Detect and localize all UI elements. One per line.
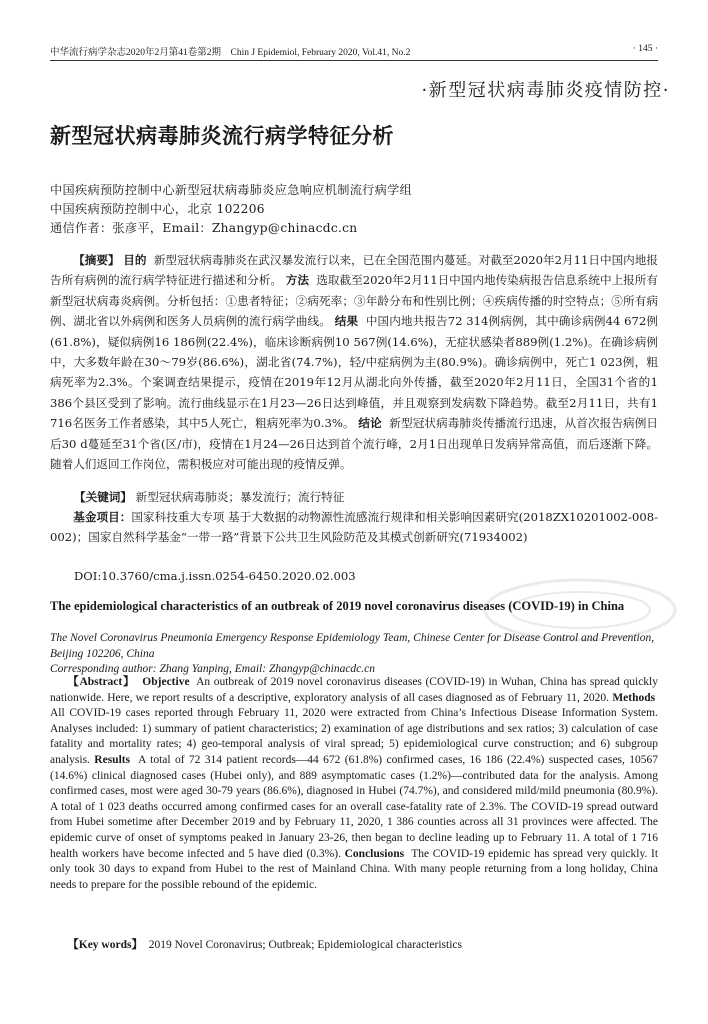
english-conclusions-text: The COVID-19 epidemic has spread very quickly. It only took 30 days to expand from Hubei to the rest of Mainland China. With many people returning from a long holiday, China needs to prepare for the possible rebound of the epidemic. [50,847,659,891]
methods-label: 方法 [285,273,309,288]
keywords-cn [74,487,658,507]
english-keywords [50,938,658,953]
conclusion-text: 新型冠状病毒肺炎传播流行迅速，从首次报告病例日后30 d蔓延至31个省(区/市)，疫情在1月24—26日达到首个流行峰，2月1日出现单日发病异常高值，而后逐渐下降。随着人们返回工作岗位，需积极应对可能出现的疫情反弹。 [50,416,658,472]
objective-label: 目的 [123,253,147,267]
english-keywords-label: 【Key words】 [67,939,143,951]
results-text: 中国内地共报告72 314例病例，其中确诊病例44 672例(61.8%)，疑似病例16 186例(22.4%)，临床诊断病例10 567例(14.6%)，无症状感染者889例(1.2%)。在确诊病例中，大多数年龄在30～79岁(86.6%)，湖北省(74.7%)，轻/中症病例为主(80.9%)。确诊病例中，死亡1 023例，粗病死率为2.3%。个案调查结果提示，疫情在2019年12月从湖北向外传播，截至2020年2月11日，全国31个省的1 386个县区受到了影响。流行曲线显示在1月23—26日达到峰值，并且观察到发病数下降趋势。截至2月11日，共有1 716名医务工作者感染，其中5人死亡，粗病死率为0.3%。 [50,314,659,431]
english-corresponding: Corresponding author: Zhang Yanping, Email: Zhangyp@chinacdc.cn [50,663,376,675]
abstract-cn [50,250,658,474]
abstract-label: 【摘要】 [73,253,120,267]
doi: DOI:10.3760/cma.j.issn.0254-6450.2020.02.003 [74,569,356,583]
english-abstract [50,675,658,893]
article-title: 新型冠状病毒肺炎流行病学特征分析 [50,124,394,148]
fund-cn [50,507,658,547]
conclusion-label: 结论 [358,416,382,431]
english-methods-label: Methods [612,691,656,704]
keywords-text: 新型冠状病毒肺炎；暴发流行；流行特征 [135,490,345,504]
results-label: 结果 [334,314,359,329]
author-affiliation: 中国疾病预防控制中心，北京 102206 [50,202,265,216]
english-abstract-label: 【Abstract】 [67,676,136,688]
objective-text: 新型冠状病毒肺炎在武汉暴发流行以来，已在全国范围内蔓延。对截至2020年2月11日中国内地报告所有病例的流行病学特征进行描述和分析。 [50,253,658,288]
english-methods-text: All COVID-19 cases reported through February 11, 2020 were extracted from China’s Infectious Disease Information System. Analyses included: 1) summary of patient characteristics; 2) examination of age distributions and sex ratios; 3) calculation of case fatality and mortality rates; 4) geo-temporal analysis of viral spread; 5) epidemiological curve construction; and 6) subgroup analysis. [50,707,658,766]
header-rule [50,60,658,61]
english-objective-label: Objective [142,676,190,688]
english-results-label: Results [94,753,131,766]
page-number: · 145 · [632,44,658,54]
methods-text: 选取截至2020年2月11日中国内地传染病报告信息系统中上报所有新型冠状病毒炎病例。分析包括：①患者特征；②病死率；③年龄分布和性别比例；④疾病传播的时空特点；⑤所有病例、湖北省以外病例和医务人员病例的流行病学曲线。 [50,273,658,329]
corresponding-author: 通信作者：张彦平，Email：Zhangyp@chinacdc.cn [50,221,358,235]
keywords-label: 【关键词】 [74,490,132,504]
fund-text: 国家科技重大专项 基于大数据的动物源性流感流行规律和相关影响因素研究(2018ZX10201002-008-002)；国家自然科学基金“一带一路”背景下公共卫生风险防范及其模式创新研究(71934002) [50,510,658,544]
english-affiliation [50,631,658,678]
english-keywords-text: 2019 Novel Coronavirus; Outbreak; Epidemiological characteristics [148,939,463,951]
english-title: The epidemiological characteristics of an outbreak of 2019 novel coronavirus diseases (COVID-19) in China [50,599,625,613]
english-results-text: A total of 72 314 patient records—44 672 (61.8%) confirmed cases, 16 186 (22.4%) suspected cases, 10567 (14.6%) clinical diagnosed cases (Hubei only), and 889 asymptomatic cases (1.2%)—contributed data for the analysis. Among confirmed cases, most were aged 30-79 years (86.6%), diagnosed in Hubei (74.7%), and considered mild/mild pneumonia (80.9%). A total of 1 023 deaths occurred among confirmed cases for an overall case-fatality rate of 2.3%. The COVID-19 spread outward from Hubei sometime after December 2019 and by February 11, 2020, 1 386 counties across all 31 provinces were affected. The epidemic curve of onset of symptoms peaked in January 23-26, then began to decline leading up to February 11. A total of 1 716 health workers have become infected and 5 have died (0.3%). [50,753,659,860]
fund-label: 基金项目： [73,510,132,524]
running-head-journal: 中华流行病学杂志2020年2月第41卷第2期 Chin J Epidemiol, February 2020, Vol.41, No.2 [50,48,411,58]
running-head [50,44,658,58]
english-objective-text: An outbreak of 2019 novel coronavirus diseases (COVID-19) in Wuhan, China has spread quickly nationwide. Here, we report results of a descriptive, exploratory analysis of all cases diagnosed as of February 11, 2020. [50,676,658,704]
author-group: 中国疾病预防控制中心新型冠状病毒肺炎应急响应机制流行病学组 [50,183,413,197]
english-team: The Novel Coronavirus Pneumonia Emergency Response Epidemiology Team, Chinese Center for Disease Control and Prevention, Beijing 102206, China [50,632,655,660]
english-conclusions-label: Conclusions [344,847,405,860]
section-tag: ·新型冠状病毒肺炎疫情防控· [421,80,670,101]
